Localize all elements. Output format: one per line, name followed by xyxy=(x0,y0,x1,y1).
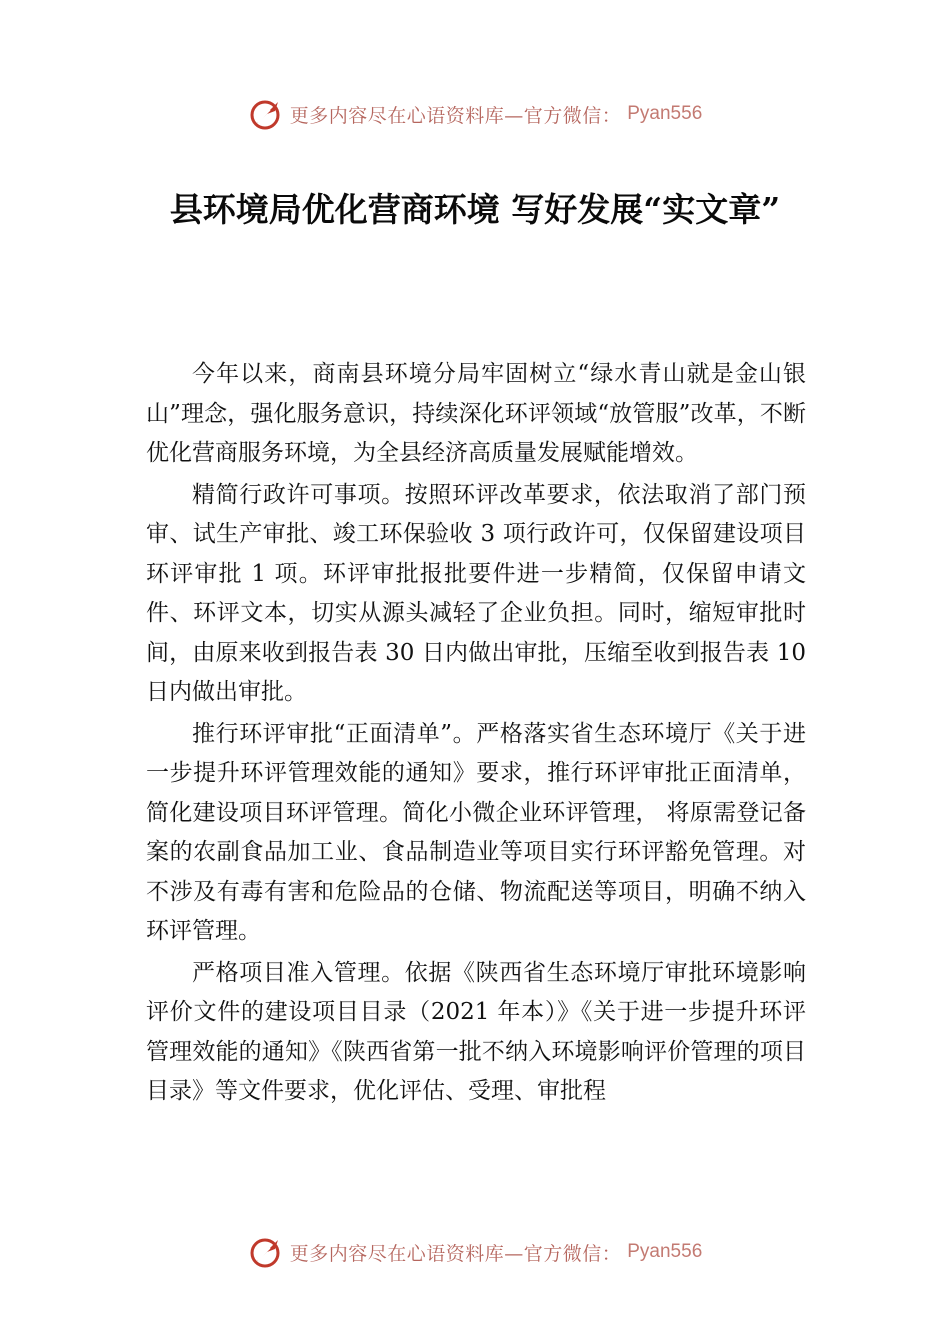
watermark-wechat-id: Pyan556 xyxy=(627,103,703,124)
watermark-text: 更多内容尽在心语资料库—官方微信： xyxy=(289,1242,622,1265)
header-watermark xyxy=(0,94,950,134)
watermark-wechat-id: Pyan556 xyxy=(627,1241,703,1262)
document-body xyxy=(146,355,806,1114)
footer-watermark xyxy=(0,1232,950,1272)
watermark-text: 更多内容尽在心语资料库—官方微信： xyxy=(289,104,622,127)
document-title: 县环境局优化营商环境 写好发展“实文章” xyxy=(169,190,781,229)
paragraph-permits: 精简行政许可事项。按照环评改革要求，依法取消了部门预审、试生产审批、竣工环保验收 3 项行政许可，仅保留建设项目环评审批 1 项。环评审批报批要件进一步精简，仅保留申请文件、环评文本，切实从源头减轻了企业负担。同时，缩短审批时间，由原来收到报告表 30 日内做出审批，压缩至收到报告表 10 日内做出审批。 xyxy=(146,481,806,705)
paragraph-positive-list: 推行环评审批“正面清单”。严格落实省生态环境厅《关于进一步提升环评管理效能的通知》要求，推行环评审批正面清单，简化建设项目环评管理。简化小微企业环评管理， 将原需登记备案的农副食品加工业、食品制造业等项目实行环评豁免管理。对不涉及有毒有害和危险品的仓储、物流配送等项目，明确不纳入环评管理。 xyxy=(146,720,806,944)
paragraph-project-access: 严格项目准入管理。依据《陕西省生态环境厅审批环境影响评价文件的建设项目目录（2021 年本）》《关于进一步提升环评管理效能的通知》《陕西省第一批不纳入环境影响评价管理的项目目录》等文件要求，优化评估、受理、审批程 xyxy=(146,959,806,1104)
quill-logo-icon xyxy=(248,1234,284,1270)
paragraph-intro: 今年以来，商南县环境分局牢固树立“绿水青山就是金山银山”理念，强化服务意识，持续深化环评领域“放管服”改革，不断优化营商服务环境，为全县经济高质量发展赋能增效。 xyxy=(146,361,806,466)
quill-logo-icon xyxy=(248,96,284,132)
